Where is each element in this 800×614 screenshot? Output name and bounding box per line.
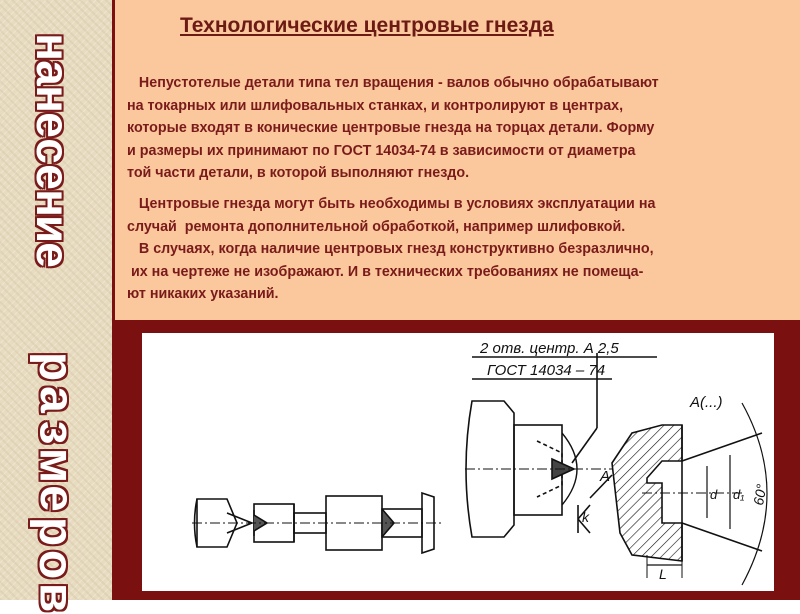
paragraph-line: той части детали, в которой выполняют гнездо. bbox=[127, 165, 470, 181]
label-l: L bbox=[659, 566, 667, 582]
technical-drawing bbox=[142, 333, 774, 591]
side-letter: в bbox=[29, 582, 83, 613]
side-letter: м bbox=[29, 447, 83, 484]
label-view: А(...) bbox=[690, 394, 723, 411]
paragraph-line: на токарных или шлифовальных станках, и контролируют в центрах, bbox=[127, 97, 624, 114]
text-panel bbox=[115, 0, 800, 320]
side-letter: е bbox=[27, 242, 79, 268]
paragraph-line: Непустотелые детали типа тел вращения - валов обычно обрабатывают bbox=[127, 75, 659, 91]
label-d1: d₁ bbox=[733, 487, 745, 502]
label-a: А bbox=[600, 468, 611, 485]
paragraph-line: которые входят в конические центровые гнезда на торцах детали. Форму bbox=[127, 120, 655, 136]
lathe-centers-sketch bbox=[192, 493, 442, 553]
side-letter: н bbox=[26, 33, 79, 61]
side-letter: н bbox=[26, 189, 79, 217]
note-line-1: 2 отв. центр. А 2,5 bbox=[480, 340, 619, 357]
note-line-2: ГОСТ 14034 – 74 bbox=[487, 362, 606, 379]
side-letter: р bbox=[29, 516, 83, 547]
label-k: k bbox=[582, 509, 589, 525]
drawing-frame bbox=[115, 320, 800, 600]
side-letter: е bbox=[29, 485, 83, 512]
side-letter: и bbox=[27, 214, 79, 244]
side-letter: а bbox=[29, 386, 83, 413]
paragraph-2 bbox=[127, 193, 655, 238]
side-letter: н bbox=[26, 85, 79, 113]
label-angle: 60° bbox=[750, 482, 770, 507]
slide-title: Технологические центровые гнезда bbox=[180, 14, 554, 37]
paragraph-3 bbox=[127, 238, 654, 306]
paragraph-line: их на чертеже не изображают. И в технических требованиях не помеща- bbox=[127, 263, 644, 280]
paragraph-line: В случаях, когда наличие центровых гнезд конструктивно безразлично, bbox=[127, 241, 654, 257]
paragraph-line: и размеры их принимают по ГОСТ 14034-74 в зависимости от диаметра bbox=[127, 142, 636, 159]
paragraph-line: ют никаких указаний. bbox=[127, 286, 279, 302]
side-word-razmerov bbox=[0, 350, 112, 614]
side-letter: с bbox=[27, 138, 79, 164]
side-letter: е bbox=[27, 164, 79, 190]
label-d: d bbox=[710, 487, 718, 502]
paragraph-line: случай ремонта дополнительной обработкой, например шлифовкой. bbox=[127, 218, 626, 235]
side-panel bbox=[0, 0, 112, 613]
side-letter: а bbox=[27, 60, 79, 86]
center-hole-drawing bbox=[142, 333, 774, 591]
paragraph-line: Центровые гнезда могут быть необходимы в условиях эксплуатации на bbox=[127, 196, 656, 212]
side-letter: о bbox=[29, 549, 83, 580]
paragraph-1 bbox=[127, 72, 659, 185]
side-word-naneseniye bbox=[0, 34, 112, 268]
side-letter: е bbox=[27, 112, 79, 138]
side-letter: з bbox=[29, 420, 83, 445]
side-letter: р bbox=[29, 351, 83, 382]
